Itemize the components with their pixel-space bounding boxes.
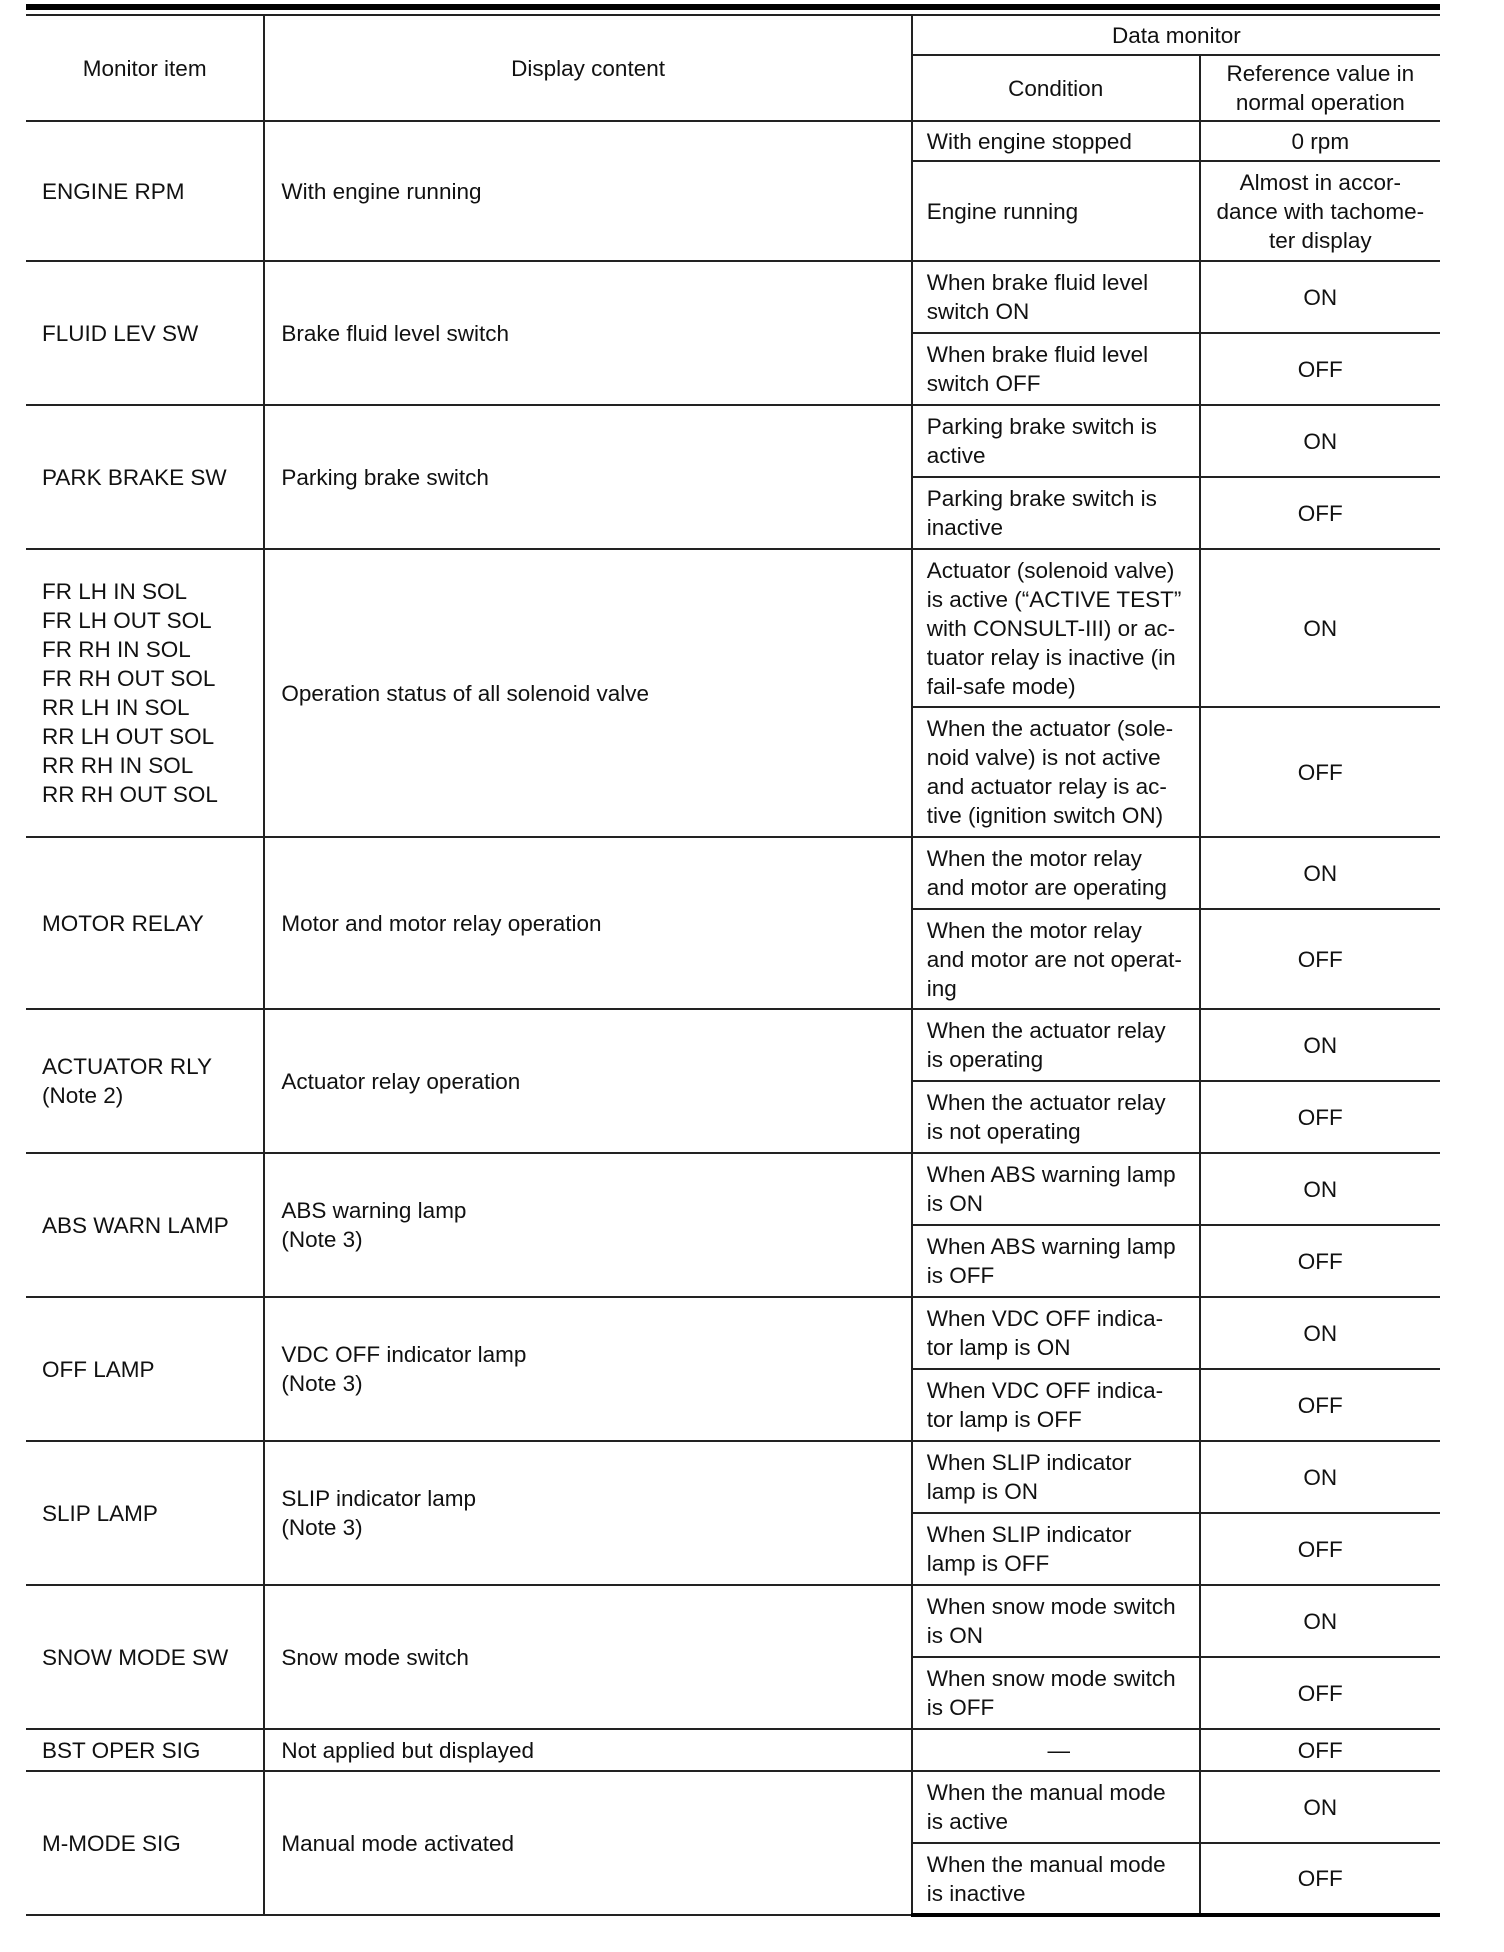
display-content-text: With engine running <box>281 178 482 204</box>
reference-value-cell <box>1200 1081 1440 1153</box>
table-body <box>26 121 1440 1915</box>
reference-value-cell <box>1200 1771 1440 1843</box>
condition-text: When the manual mode <box>926 1780 1166 1805</box>
reference-value-cell <box>1200 1225 1440 1297</box>
reference-value-text: ON <box>1303 860 1338 886</box>
reference-value-text: OFF <box>1297 1737 1343 1763</box>
monitor-item-text: FLUID LEV SW <box>42 320 199 346</box>
reference-value-text: ON <box>1303 1794 1338 1820</box>
condition-text: is OFF <box>926 1263 995 1288</box>
condition-text: switch ON <box>926 299 1030 324</box>
reference-value-cell <box>1200 837 1440 909</box>
condition-cell <box>912 261 1200 333</box>
condition-text: When ABS warning lamp <box>926 1162 1176 1187</box>
table-row <box>26 549 1440 707</box>
reference-value-text: ter display <box>1269 227 1372 253</box>
condition-text: is ON <box>926 1623 984 1648</box>
monitor-item-text: PARK BRAKE SW <box>42 464 227 490</box>
condition-text: with CONSULT-III) or ac- <box>926 615 1176 641</box>
condition-text: When the actuator relay <box>926 1018 1166 1043</box>
monitor-item-text: SLIP LAMP <box>42 1500 158 1526</box>
reference-value-cell <box>1200 707 1440 837</box>
reference-value-cell <box>1200 405 1440 477</box>
condition-cell <box>912 909 1200 1009</box>
reference-value-cell <box>1200 1585 1440 1657</box>
condition-cell <box>912 1843 1200 1915</box>
table-row <box>26 1297 1440 1369</box>
reference-value-text: 0 rpm <box>1291 128 1350 154</box>
condition-text: When SLIP indicator <box>926 1522 1132 1547</box>
top-rule <box>26 4 1440 10</box>
display-content-text: Snow mode switch <box>281 1644 469 1670</box>
document-page <box>26 4 1440 1917</box>
condition-text: inactive <box>926 515 1004 540</box>
display-content-cell <box>264 1441 911 1585</box>
condition-cell <box>912 161 1200 261</box>
display-content-cell <box>264 1771 911 1915</box>
reference-value-text: ON <box>1303 615 1338 641</box>
reference-value-text: OFF <box>1297 946 1343 972</box>
table-row <box>26 121 1440 161</box>
condition-cell <box>912 121 1200 161</box>
monitor-item-text: FR RH OUT SOL <box>42 666 216 691</box>
condition-cell <box>912 1441 1200 1513</box>
condition-cell <box>912 1585 1200 1657</box>
condition-text: When VDC OFF indica- <box>926 1306 1164 1331</box>
table-row <box>26 1585 1440 1657</box>
condition-text: switch OFF <box>926 371 1041 396</box>
condition-text: and motor are operating <box>926 875 1167 900</box>
monitor-item-cell <box>26 1729 264 1771</box>
reference-value-cell <box>1200 1009 1440 1081</box>
condition-cell <box>912 1513 1200 1585</box>
condition-text: When the actuator (sole- <box>926 716 1174 741</box>
monitor-item-text: ABS WARN LAMP <box>42 1212 229 1238</box>
header-reference-line: Reference value in <box>1226 61 1415 86</box>
monitor-item-text: (Note 2) <box>42 1083 124 1108</box>
condition-text: Parking brake switch is <box>926 414 1157 439</box>
condition-text: and actuator relay is ac- <box>926 774 1167 799</box>
table-row <box>26 1771 1440 1843</box>
reference-value-text: ON <box>1303 1320 1338 1346</box>
condition-cell <box>912 837 1200 909</box>
monitor-item-cell <box>26 1153 264 1297</box>
condition-text: When VDC OFF indica- <box>926 1378 1164 1403</box>
condition-cell <box>912 707 1200 837</box>
header-monitor-item: Monitor item <box>26 15 264 121</box>
condition-text: tor lamp is OFF <box>926 1407 1082 1432</box>
condition-text: When ABS warning lamp <box>926 1234 1176 1259</box>
display-content-text: Brake fluid level switch <box>281 320 509 346</box>
display-content-text: (Note 3) <box>281 1227 363 1252</box>
condition-text: When snow mode switch <box>926 1594 1176 1619</box>
reference-value-text: ON <box>1303 1464 1338 1490</box>
reference-value-text: OFF <box>1297 1104 1343 1130</box>
condition-cell <box>912 1009 1200 1081</box>
display-content-text: Parking brake switch <box>281 464 489 490</box>
monitor-item-cell <box>26 837 264 1009</box>
monitor-item-text: RR RH OUT SOL <box>42 782 218 807</box>
monitor-item-text: BST OPER SIG <box>42 1737 201 1763</box>
reference-value-cell <box>1200 1729 1440 1771</box>
header-reference-line: normal operation <box>1235 90 1405 115</box>
reference-value-cell <box>1200 477 1440 549</box>
condition-text: Actuator (solenoid valve) <box>926 557 1175 583</box>
condition-text: fail-safe mode) <box>926 673 1076 699</box>
reference-value-cell <box>1200 909 1440 1009</box>
table-header <box>26 15 1440 121</box>
condition-text: is inactive <box>926 1880 1026 1906</box>
display-content-text: Manual mode activated <box>281 1830 514 1856</box>
monitor-item-text: M-MODE SIG <box>42 1830 181 1856</box>
reference-value-text: OFF <box>1297 1392 1343 1418</box>
monitor-item-text: RR LH IN SOL <box>42 695 190 720</box>
condition-text: active <box>926 443 986 468</box>
condition-text: When the actuator relay <box>926 1090 1166 1115</box>
table-row <box>26 1729 1440 1771</box>
condition-text: is OFF <box>926 1695 995 1720</box>
reference-value-text: ON <box>1303 1032 1338 1058</box>
condition-cell <box>912 549 1200 707</box>
display-content-cell <box>264 549 911 837</box>
table-row <box>26 1153 1440 1225</box>
condition-cell <box>912 477 1200 549</box>
condition-cell <box>912 405 1200 477</box>
condition-cell <box>912 1081 1200 1153</box>
reference-value-text: OFF <box>1297 1536 1343 1562</box>
display-content-cell <box>264 1729 911 1771</box>
display-content-text: ABS warning lamp <box>281 1198 467 1223</box>
monitor-item-text: ACTUATOR RLY <box>42 1054 213 1079</box>
condition-text: When brake fluid level <box>926 270 1149 295</box>
condition-text: Engine running <box>926 198 1079 224</box>
header-data-monitor: Data monitor <box>912 15 1440 55</box>
condition-cell <box>912 1771 1200 1843</box>
table-row <box>26 1441 1440 1513</box>
display-content-cell <box>264 1585 911 1729</box>
condition-cell <box>912 1225 1200 1297</box>
monitor-item-text: RR LH OUT SOL <box>42 724 215 749</box>
display-content-cell <box>264 405 911 549</box>
condition-cell <box>912 1297 1200 1369</box>
condition-text: Parking brake switch is <box>926 486 1157 511</box>
monitor-item-cell <box>26 1009 264 1153</box>
monitor-item-cell <box>26 261 264 405</box>
reference-value-cell <box>1200 261 1440 333</box>
reference-value-text: Almost in accor- <box>1239 169 1401 195</box>
reference-value-text: OFF <box>1297 356 1343 382</box>
monitor-item-cell <box>26 1297 264 1441</box>
condition-text: and motor are not operat- <box>926 946 1182 972</box>
header-display-content: Display content <box>264 15 911 121</box>
reference-value-text: ON <box>1303 1176 1338 1202</box>
reference-value-text: OFF <box>1297 759 1343 785</box>
reference-value-cell <box>1200 121 1440 161</box>
monitor-item-text: FR RH IN SOL <box>42 637 191 662</box>
monitor-item-cell <box>26 1771 264 1915</box>
condition-cell <box>912 1657 1200 1729</box>
display-content-cell <box>264 1297 911 1441</box>
data-monitor-table <box>26 14 1440 1917</box>
table-row <box>26 261 1440 333</box>
condition-text: is not operating <box>926 1119 1081 1144</box>
condition-text: tuator relay is inactive (in <box>926 644 1176 670</box>
display-content-text: Operation status of all solenoid valve <box>281 680 650 706</box>
monitor-item-cell <box>26 121 264 261</box>
display-content-text: Actuator relay operation <box>281 1068 521 1094</box>
monitor-item-text: FR LH IN SOL <box>42 579 188 604</box>
reference-value-text: ON <box>1303 284 1338 310</box>
reference-value-cell <box>1200 1297 1440 1369</box>
reference-value-text: OFF <box>1297 500 1343 526</box>
reference-value-cell <box>1200 333 1440 405</box>
display-content-text: VDC OFF indicator lamp <box>281 1342 527 1367</box>
display-content-cell <box>264 1009 911 1153</box>
table-row <box>26 1009 1440 1081</box>
display-content-cell <box>264 837 911 1009</box>
reference-value-cell <box>1200 1369 1440 1441</box>
display-content-text: Motor and motor relay operation <box>281 910 602 936</box>
condition-text: tor lamp is ON <box>926 1335 1071 1360</box>
monitor-item-text: FR LH OUT SOL <box>42 608 212 633</box>
condition-cell <box>912 333 1200 405</box>
header-condition: Condition <box>912 55 1200 121</box>
monitor-item-cell <box>26 1585 264 1729</box>
condition-text: When brake fluid level <box>926 342 1149 367</box>
condition-text: is operating <box>926 1047 1044 1072</box>
reference-value-text: OFF <box>1297 1680 1343 1706</box>
reference-value-cell <box>1200 1441 1440 1513</box>
condition-text: When the manual mode <box>926 1851 1166 1877</box>
condition-text: is active (“ACTIVE TEST” <box>926 586 1182 612</box>
display-content-cell <box>264 261 911 405</box>
condition-text: — <box>1047 1737 1070 1763</box>
condition-text: tive (ignition switch ON) <box>926 803 1164 828</box>
reference-value-cell <box>1200 161 1440 261</box>
condition-text: When snow mode switch <box>926 1666 1176 1691</box>
monitor-item-cell <box>26 405 264 549</box>
condition-text: When the motor relay <box>926 917 1142 943</box>
monitor-item-text: RR RH IN SOL <box>42 753 194 778</box>
condition-text: When SLIP indicator <box>926 1450 1132 1475</box>
reference-value-cell <box>1200 549 1440 707</box>
reference-value-cell <box>1200 1657 1440 1729</box>
reference-value-text: OFF <box>1297 1248 1343 1274</box>
monitor-item-text: SNOW MODE SW <box>42 1644 229 1670</box>
display-content-text: (Note 3) <box>281 1515 363 1540</box>
condition-text: With engine stopped <box>926 128 1132 154</box>
table-row <box>26 405 1440 477</box>
display-content-text: (Note 3) <box>281 1371 363 1396</box>
reference-value-cell <box>1200 1843 1440 1915</box>
monitor-item-text: OFF LAMP <box>42 1356 155 1382</box>
condition-text: lamp is OFF <box>926 1551 1050 1576</box>
reference-value-cell <box>1200 1153 1440 1225</box>
condition-cell <box>912 1153 1200 1225</box>
condition-text: noid valve) is not active <box>926 745 1161 770</box>
reference-value-text: ON <box>1303 1608 1338 1634</box>
reference-value-text: dance with tachome- <box>1216 198 1425 224</box>
display-content-text: Not applied but displayed <box>281 1737 535 1763</box>
display-content-cell <box>264 1153 911 1297</box>
reference-value-cell <box>1200 1513 1440 1585</box>
condition-text: ing <box>926 975 957 1001</box>
monitor-item-text: ENGINE RPM <box>42 178 185 204</box>
display-content-cell <box>264 121 911 261</box>
monitor-item-cell <box>26 549 264 837</box>
reference-value-text: OFF <box>1297 1866 1343 1891</box>
condition-text: is active <box>926 1809 1009 1834</box>
condition-text: When the motor relay <box>926 846 1142 871</box>
condition-text: lamp is ON <box>926 1479 1039 1504</box>
condition-cell <box>912 1369 1200 1441</box>
table-row <box>26 837 1440 909</box>
condition-cell <box>912 1729 1200 1771</box>
display-content-text: SLIP indicator lamp <box>281 1486 477 1511</box>
reference-value-text: ON <box>1303 428 1338 454</box>
monitor-item-cell <box>26 1441 264 1585</box>
monitor-item-text: MOTOR RELAY <box>42 910 204 936</box>
header-reference-value <box>1200 55 1440 121</box>
condition-text: is ON <box>926 1191 984 1216</box>
